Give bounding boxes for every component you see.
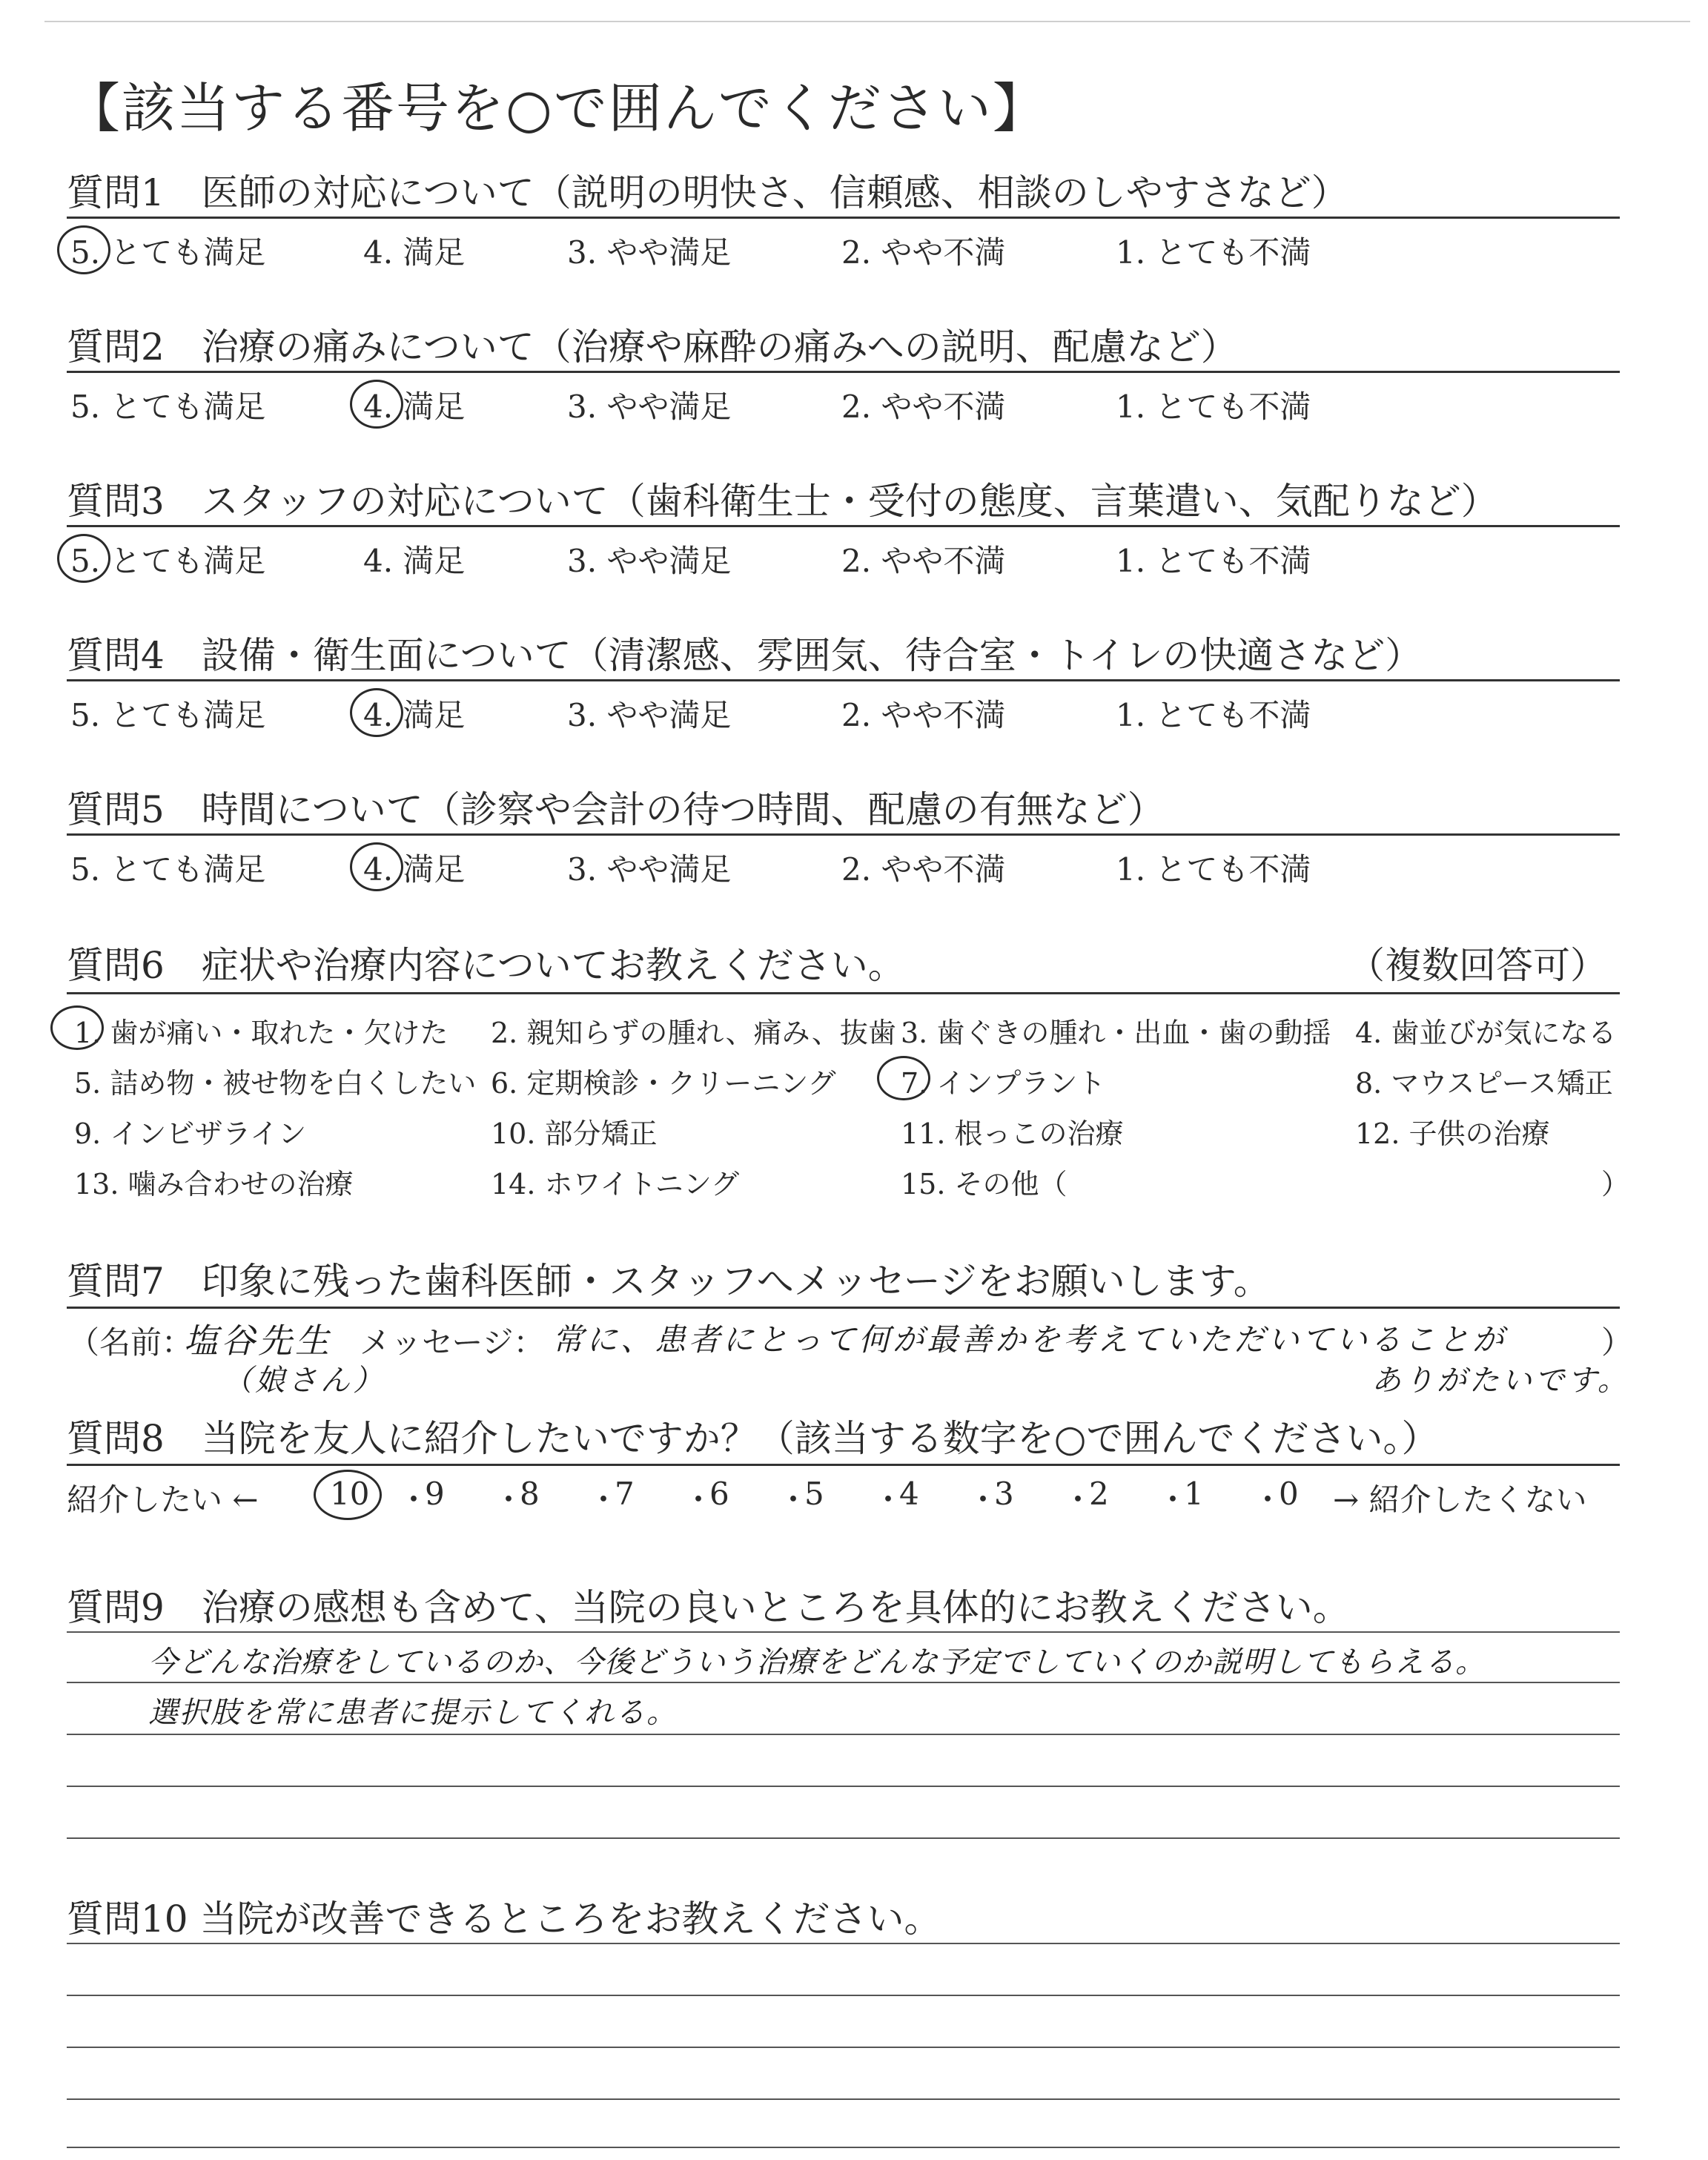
q8-scale-10: 10 xyxy=(330,1476,370,1512)
q6-option-13: 13. 噛み合わせの治療 xyxy=(74,1168,354,1200)
q7-name-label: （名前： xyxy=(68,1324,193,1361)
q10-line-1 xyxy=(67,1995,1620,1996)
q8-scale-4: 4 xyxy=(899,1476,919,1512)
q8-scale-9: 9 xyxy=(425,1476,445,1512)
q9-line-3 xyxy=(67,1786,1620,1787)
q4-rule xyxy=(67,679,1620,681)
q2-option-4: 4. 満足 xyxy=(363,389,466,425)
q6-option-15: 15. その他（ xyxy=(901,1168,1068,1200)
q1-option-4: 4. 満足 xyxy=(363,234,466,271)
instruction-header: 【該当する番号を○で囲んでください】 xyxy=(67,77,1047,139)
q5-option-5: 5. とても満足 xyxy=(70,851,266,888)
q8-scale-7: 7 xyxy=(615,1476,635,1512)
q10-line-2 xyxy=(67,2047,1620,2048)
q6-selected-circle-1 xyxy=(50,1005,104,1050)
q8-scale-0: 0 xyxy=(1279,1476,1299,1512)
q9-line-0 xyxy=(67,1631,1620,1633)
q2-rule xyxy=(67,371,1620,373)
q6-option-9: 9. インビザライン xyxy=(74,1117,307,1150)
q8-scale-1: 1 xyxy=(1184,1476,1204,1512)
q6-option-6: 6. 定期検診・クリーニング xyxy=(491,1067,836,1100)
q6-option-3: 3. 歯ぐきの腫れ・出血・歯の動揺 xyxy=(901,1017,1331,1049)
q8-scale-8: 8 xyxy=(520,1476,540,1512)
q8-scale-6: 6 xyxy=(709,1476,729,1512)
q6-selected-circle-7 xyxy=(877,1056,930,1100)
q6-option-5: 5. 詰め物・被せ物を白くしたい xyxy=(74,1067,477,1100)
q6-rule xyxy=(67,992,1620,994)
q8-scale-dot: ・ xyxy=(588,1482,620,1518)
q8-scale-dot: ・ xyxy=(493,1482,525,1518)
q9-line-2 xyxy=(67,1734,1620,1735)
q8-scale-dot: ・ xyxy=(1157,1482,1189,1518)
q6-option-14: 14. ホワイトニング xyxy=(491,1168,740,1200)
q4-selected-circle xyxy=(350,688,403,737)
q9-line-4 xyxy=(67,1837,1620,1839)
q9-answer-line-2: 選択肢を常に患者に提示してくれる。 xyxy=(148,1696,678,1730)
q6-option-7: 7. インプラント xyxy=(901,1067,1106,1100)
q4-option-2: 2. やや不満 xyxy=(841,697,1006,733)
q8-title: 質問8 当院を友人に紹介したいですか？（該当する数字を○で囲んでください。） xyxy=(67,1417,1439,1460)
q7-title: 質問7 印象に残った歯科医師・スタッフへメッセージをお願いします。 xyxy=(67,1260,1271,1303)
q10-title: 質問10 当院が改善できるところをお教えください。 xyxy=(67,1898,941,1941)
q8-scale-dot: ・ xyxy=(398,1482,430,1518)
q1-option-5: 5. とても満足 xyxy=(70,234,266,271)
q9-title: 質問9 治療の感想も含めて、当院の良いところを具体的にお教えください。 xyxy=(67,1586,1350,1629)
q6-option-1: 1. 歯が痛い・取れた・欠けた xyxy=(74,1017,448,1049)
q3-option-4: 4. 満足 xyxy=(363,543,466,579)
q8-scale-dot: ・ xyxy=(683,1482,715,1518)
q6-title: 質問6 症状や治療内容についてお教えください。 xyxy=(67,944,905,987)
q1-option-3: 3. やや満足 xyxy=(567,234,732,271)
q7-message-label: メッセージ： xyxy=(360,1324,545,1361)
q9-line-1 xyxy=(67,1682,1620,1683)
q3-title: 質問3 スタッフの対応について（歯科衛生士・受付の態度、言葉遣い、気配りなど） xyxy=(67,480,1498,523)
q6-option-4: 4. 歯並びが気になる xyxy=(1355,1017,1617,1049)
q5-title: 質問5 時間について（診察や会計の待つ時間、配慮の有無など） xyxy=(67,788,1165,831)
q5-option-3: 3. やや満足 xyxy=(567,851,732,888)
q1-option-2: 2. やや不満 xyxy=(841,234,1006,271)
q2-option-3: 3. やや満足 xyxy=(567,389,732,425)
q5-option-1: 1. とても不満 xyxy=(1116,851,1311,888)
q3-option-5: 5. とても満足 xyxy=(70,543,266,579)
q7-close-paren: ） xyxy=(1601,1324,1633,1361)
q7-name-sub: （娘さん） xyxy=(222,1364,385,1398)
q8-scale-5: 5 xyxy=(804,1476,824,1512)
q6-option-10: 10. 部分矯正 xyxy=(491,1117,658,1150)
q6-option-2: 2. 親知らずの腫れ、痛み、抜歯 xyxy=(491,1017,896,1049)
q7-rule xyxy=(67,1307,1620,1309)
q3-rule xyxy=(67,525,1620,527)
q8-right-label: → 紹介したくない xyxy=(1333,1482,1587,1518)
q8-rule xyxy=(67,1464,1620,1466)
q6-option-8: 8. マウスピース矯正 xyxy=(1355,1067,1613,1100)
q3-selected-circle xyxy=(57,534,110,583)
q8-scale-dot: ・ xyxy=(967,1482,999,1518)
q3-option-3: 3. やや満足 xyxy=(567,543,732,579)
q8-scale-dot: ・ xyxy=(778,1482,810,1518)
q2-option-1: 1. とても不満 xyxy=(1116,389,1311,425)
q5-selected-circle xyxy=(350,842,403,891)
q5-rule xyxy=(67,833,1620,836)
q8-scale-dot: ・ xyxy=(1062,1482,1094,1518)
q9-answer-line-1: 今どんな治療をしているのか、今後どういう治療をどんな予定でしていくのか説明してもらえる。 xyxy=(148,1645,1486,1680)
q6-option-11: 11. 根っこの治療 xyxy=(901,1117,1124,1150)
q2-option-2: 2. やや不満 xyxy=(841,389,1006,425)
q3-option-1: 1. とても不満 xyxy=(1116,543,1311,579)
q5-option-4: 4. 満足 xyxy=(363,851,466,888)
q7-message-line1: 常に、患者にとって何が最善かを考えていただいていることが xyxy=(552,1321,1507,1358)
q2-option-5: 5. とても満足 xyxy=(70,389,266,425)
q3-option-2: 2. やや不満 xyxy=(841,543,1006,579)
q4-option-3: 3. やや満足 xyxy=(567,697,732,733)
q7-name-value: 塩谷先生 xyxy=(184,1321,332,1361)
q6-option-12: 12. 子供の治療 xyxy=(1355,1117,1550,1150)
q10-line-0 xyxy=(67,1943,1620,1944)
q8-selected-circle xyxy=(314,1470,382,1520)
q4-option-5: 5. とても満足 xyxy=(70,697,266,733)
q1-selected-circle xyxy=(57,225,110,274)
q4-title: 質問4 設備・衛生面について（清潔感、雰囲気、待合室・トイレの快適さなど） xyxy=(67,634,1423,677)
q8-scale-dot: ・ xyxy=(1252,1482,1284,1518)
q1-option-1: 1. とても不満 xyxy=(1116,234,1311,271)
q4-option-1: 1. とても不満 xyxy=(1116,697,1311,733)
q6-other-close-paren: ） xyxy=(1601,1168,1630,1200)
q8-scale-3: 3 xyxy=(994,1476,1014,1512)
q1-title: 質問1 医師の対応について（説明の明快さ、信頼感、相談のしやすさなど） xyxy=(67,171,1348,214)
q10-line-3 xyxy=(67,2098,1620,2100)
q6-multiple-note: （複数回答可） xyxy=(1348,944,1607,987)
q4-option-4: 4. 満足 xyxy=(363,697,466,733)
q8-scale-2: 2 xyxy=(1089,1476,1109,1512)
q7-message-line2: ありがたいです。 xyxy=(1371,1364,1630,1398)
top-border xyxy=(44,21,1690,22)
q5-option-2: 2. やや不満 xyxy=(841,851,1006,888)
q10-line-4 xyxy=(67,2147,1620,2148)
q8-left-label: 紹介したい ← xyxy=(67,1482,259,1518)
q2-title: 質問2 治療の痛みについて（治療や麻酔の痛みへの説明、配慮など） xyxy=(67,326,1238,369)
q1-rule xyxy=(67,217,1620,219)
q2-selected-circle xyxy=(350,380,403,429)
q8-scale-dot: ・ xyxy=(873,1482,904,1518)
